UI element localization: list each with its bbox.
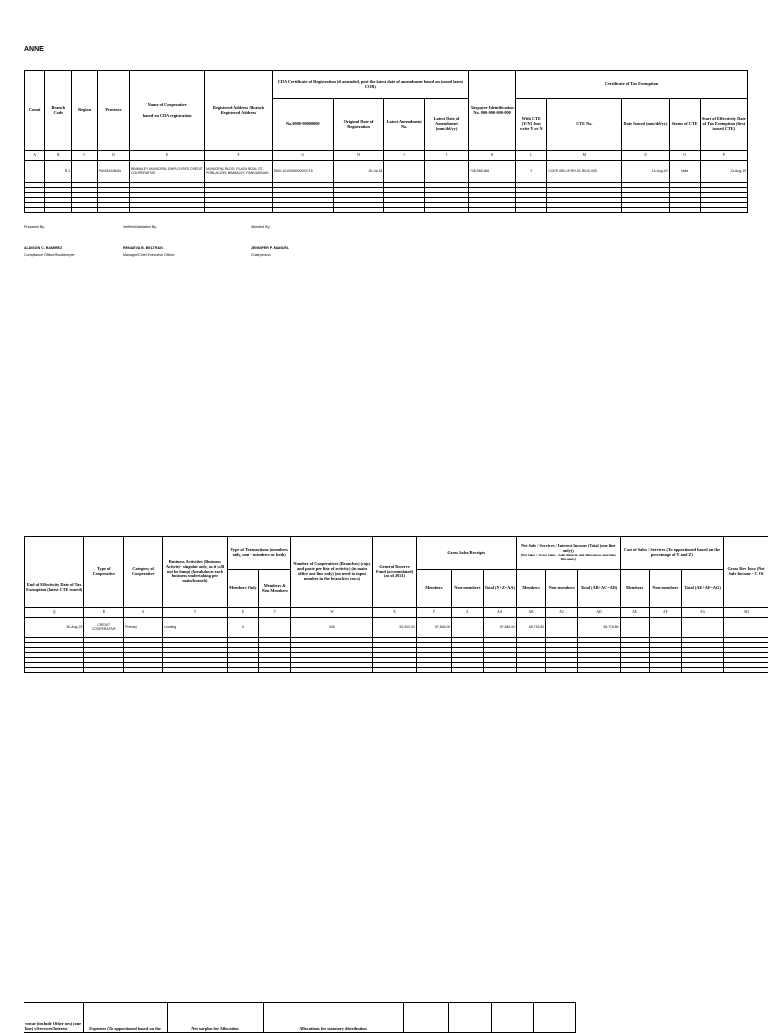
- header-blank: [448, 1003, 491, 1033]
- header-count: Count: [25, 71, 45, 151]
- prepared-by-name: ALDISON C. RAMIREZ: [24, 246, 75, 250]
- header-net-total: Total (AB+AC=AD): [578, 570, 620, 608]
- header-region: Region: [72, 71, 98, 151]
- header-coop-name-line2: based on CDA registration: [131, 114, 203, 119]
- cell-cte-no: CODP-089-19-RR-01-R010-005: [547, 161, 622, 183]
- annex-title: ANNE: [24, 46, 44, 53]
- header-gross-members: Members: [416, 570, 452, 608]
- column-letter: AE: [620, 608, 649, 618]
- column-letter: G: [272, 151, 333, 161]
- header-net-sub: (Net Sales = Gross Sales - Sales Returns and Allowances and Sales Discounts): [518, 554, 619, 562]
- cell-net-non-members: [546, 618, 578, 638]
- attested-by-block: [251, 225, 289, 257]
- header-type-coop: Type of Cooperative: [84, 537, 124, 608]
- cell-business: Lending: [163, 618, 228, 638]
- cell-cost-total: [682, 618, 724, 638]
- column-letter: Q: [25, 608, 84, 618]
- prepared-by-title: Compliance Officer/Bookkeeper: [24, 253, 75, 257]
- column-letter: AB: [516, 608, 545, 618]
- header-gross-revenue-group: Gross Rev Inco (Net Sale Income - C Ot: [724, 537, 768, 608]
- cell-cda-no: 9520-1010000000000715: [272, 161, 333, 183]
- cell-cost-members: [620, 618, 649, 638]
- header-address: Registered Address /Branch Registered Address: [205, 71, 273, 151]
- cell-province: PANGASINAN: [97, 161, 129, 183]
- cell-orig-date: 15-Jul-18: [333, 161, 383, 183]
- table-row: [25, 161, 748, 183]
- column-letter-row: [25, 151, 748, 161]
- header-net-title: Net Sale / Services / Interest Income (Total (one line only)): [518, 544, 619, 554]
- column-letter: AC: [546, 608, 578, 618]
- cell-type-coop: CREDIT COOPERATIVE: [84, 618, 124, 638]
- header-net-group: [516, 537, 620, 570]
- column-letter: X: [373, 608, 416, 618]
- header-blank: [491, 1003, 533, 1033]
- column-letter: N: [622, 151, 669, 161]
- header-net-non-members: Non-members: [546, 570, 578, 608]
- cell-latest-amend-no: [384, 161, 425, 183]
- attested-by-label: Attested By:: [251, 225, 289, 229]
- header-gross-revenue-cont: venue (include Other ues) (one line) s/Services/Interest: [24, 1003, 83, 1033]
- header-business: Business Activities (Business Activity- singular only, as it will not be lump) (breakdown each business undertaking per main/branch): [163, 537, 228, 608]
- header-net-members: Members: [516, 570, 545, 608]
- header-coop-name: [130, 71, 205, 151]
- column-letter: T: [163, 608, 228, 618]
- column-letter: M: [547, 151, 622, 161]
- column-letter: V: [259, 608, 291, 618]
- cell-coop-name: BINMALEY MUNICIPAL EMPLOYEES CREDIT COOPERATIVE: [130, 161, 205, 183]
- header-members-only: Members Only: [227, 570, 258, 608]
- header-gen-reserve: General Reserve Fund (accumulated) (as of 2021): [373, 537, 416, 608]
- column-letter: D: [97, 151, 129, 161]
- column-letter: AA: [483, 608, 516, 618]
- column-letter: W: [291, 608, 373, 618]
- header-with-cte: With CTE (Y/N) Just write Y or N: [516, 99, 547, 151]
- attested-by-title: Chairperson: [251, 253, 289, 257]
- header-latest-amend-no: Latest Amendment No.: [384, 99, 425, 151]
- header-blank: [403, 1003, 448, 1033]
- cell-start-eff: 13-Aug-19: [700, 161, 747, 183]
- column-letter: O: [669, 151, 700, 161]
- header-cost-group: Cost of Sales / Services (To apportioned based on the percentage of Y and Z): [620, 537, 724, 570]
- header-members-non: Members & Non Members: [259, 570, 291, 608]
- column-letter: U: [227, 608, 258, 618]
- allocation-table-clip: [0, 1002, 768, 1024]
- verified-by-label: Verified/Validated By:: [123, 225, 175, 229]
- header-num-coops: Number of Cooperatives (Branches) (copy and paste per line of activity) (in main office one line only) (no need to input number in the branch/es rows): [291, 537, 373, 608]
- table-row: [25, 208, 748, 213]
- cell-category: Primary: [124, 618, 163, 638]
- column-letter: AH: [724, 608, 768, 618]
- header-cost-total: Total (AE+AF=AG): [682, 570, 724, 608]
- header-spacer: [25, 537, 84, 570]
- column-letter: Z: [452, 608, 483, 618]
- cell-gross-members: 57,846.00: [416, 618, 452, 638]
- header-gross-non-members: Non-members: [452, 570, 483, 608]
- header-cost-members: Members: [620, 570, 649, 608]
- cell-gross-total: 57,846.00: [483, 618, 516, 638]
- prepared-by-block: [24, 225, 75, 257]
- header-gross-total: Total (Y+Z=AA): [483, 570, 516, 608]
- column-letter: AD: [578, 608, 620, 618]
- cell-gross-revenue: [724, 618, 768, 638]
- column-letter: L: [516, 151, 547, 161]
- column-letter: E: [130, 151, 205, 161]
- column-letter: F: [205, 151, 273, 161]
- header-cda-group: CDA Certificate of Registration (if amended, post the latest date of amendment based on issued latest COR): [272, 71, 468, 99]
- cell-members-non: [259, 618, 291, 638]
- cell-gross-non-members: -: [452, 618, 483, 638]
- column-letter: AF: [649, 608, 681, 618]
- cell-end-eff: 30-Aug-23: [25, 618, 84, 638]
- verified-by-name: RENAEVA B. BELTRAN: [123, 246, 175, 250]
- column-letter: J: [425, 151, 469, 161]
- cell-date-issued: 13-Aug-19: [622, 161, 669, 183]
- cell-net-members: 65,715.80: [516, 618, 545, 638]
- column-letter: H: [333, 151, 383, 161]
- header-coop-name-line1: Name of Cooperative: [131, 103, 203, 108]
- column-letter: AG: [682, 608, 724, 618]
- header-allocations: Allocations for statutory distribution: [263, 1003, 403, 1033]
- cell-status: valid: [669, 161, 700, 183]
- column-letter: R: [84, 608, 124, 618]
- cooperative-financial-table: [24, 536, 768, 673]
- header-status: Status of CTE: [669, 99, 700, 151]
- cell-with-cte: Y: [516, 161, 547, 183]
- column-letter-row: [25, 608, 768, 618]
- header-net-surplus: Net surplus for Allocation: [167, 1003, 263, 1033]
- column-letter: K: [469, 151, 516, 161]
- cell-num-coops: N/A: [291, 618, 373, 638]
- header-tin: Taxpayer Identification No. 000-000-000-000: [469, 71, 516, 151]
- table-row: [25, 618, 768, 638]
- header-transactions-group: Type of Transactions (members only, non - members or both): [227, 537, 291, 570]
- cell-tin: 728-968-666: [469, 161, 516, 183]
- header-blank: [533, 1003, 575, 1033]
- table-row: [25, 668, 768, 673]
- prepared-by-label: Prepared By:: [24, 225, 75, 229]
- column-letter: C: [72, 151, 98, 161]
- header-cte-group: Certificate of Tax Exemption: [516, 71, 748, 99]
- cell-members-only: X: [227, 618, 258, 638]
- cell-gen-reserve: 52,002.00: [373, 618, 416, 638]
- header-branch-code: Branch Code: [45, 71, 72, 151]
- cell-latest-amend-date: [425, 161, 469, 183]
- header-end-eff: End of Effectivity Date of Tax Exemption (latest CTE issued): [25, 570, 84, 608]
- cooperative-registration-table: [24, 70, 748, 213]
- header-cda-no: No.0000-00000000: [272, 99, 333, 151]
- header-latest-amend-date: Latest Date of Amendment (mm/dd/yy): [425, 99, 469, 151]
- header-province: Province: [97, 71, 129, 151]
- cell-count: [25, 161, 45, 183]
- allocation-table: [24, 1002, 576, 1033]
- header-cost-non-members: Non-members: [649, 570, 681, 608]
- header-orig-date: Original Date of Registration: [333, 99, 383, 151]
- verified-by-title: Manager/Chief Executive Officer: [123, 253, 175, 257]
- cell-address: MUNICIPAL BLDG. PLAZA RIZAL ST., POBLACION, BINMALEY, PANGASINAN: [205, 161, 273, 183]
- header-date-issued: Date Issued (mm/dd/yy): [622, 99, 669, 151]
- header-category: Category of Cooperative: [124, 537, 163, 608]
- header-start-eff: Start of Effectivity Date of Tax Exemption (first issued CTE): [700, 99, 747, 151]
- cell-cost-non-members: [649, 618, 681, 638]
- cell-net-total: 65,715.80: [578, 618, 620, 638]
- column-letter: A: [25, 151, 45, 161]
- cell-region: [72, 161, 98, 183]
- header-cte-no: CTE No.: [547, 99, 622, 151]
- attested-by-name: JENNIFER P. MANUEL: [251, 246, 289, 250]
- column-letter: Y: [416, 608, 452, 618]
- column-letter: I: [384, 151, 425, 161]
- cell-branch-code: R-1: [45, 161, 72, 183]
- column-letter: B: [45, 151, 72, 161]
- header-expenses: Expenses (To apportioned based on the: [83, 1003, 167, 1033]
- column-letter: S: [124, 608, 163, 618]
- header-gross-group: Gross Sales/Receipts: [416, 537, 516, 570]
- column-letter: P: [700, 151, 747, 161]
- verified-by-block: [123, 225, 175, 257]
